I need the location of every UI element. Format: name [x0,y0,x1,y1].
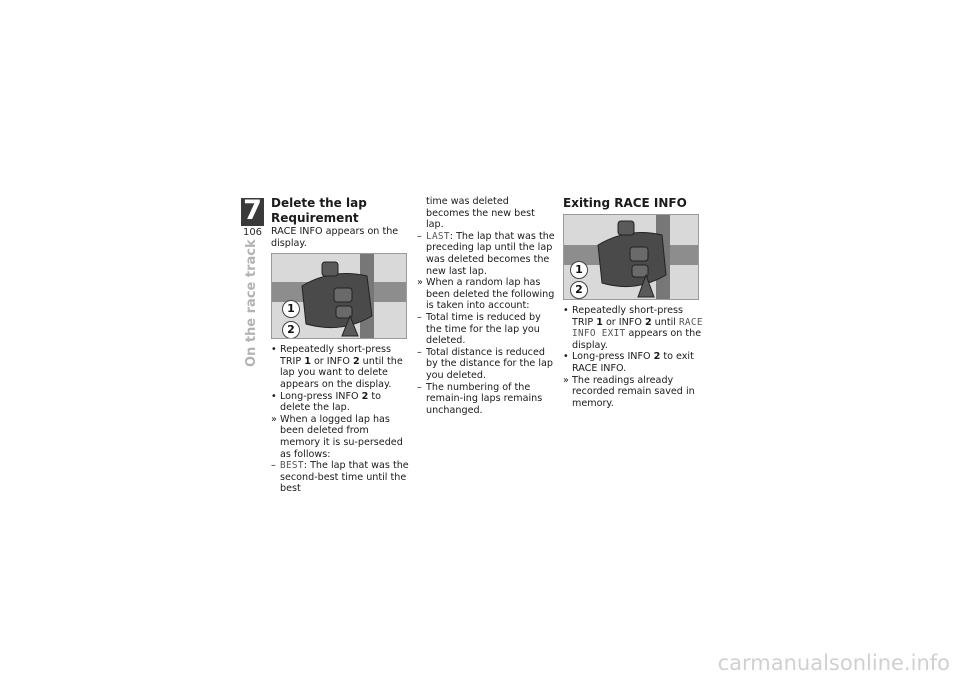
step-item: • Repeatedly short-press TRIP 1 or INFO 2 until RACE INFO EXIT appears on the display. [563,305,703,351]
page-number: 106 [242,227,263,238]
handlebar-switch-figure-2 [563,214,699,300]
watermark-text: carmanualsonline.info [717,651,950,675]
step-item: • Long-press INFO 2 to delete the lap. [271,390,381,414]
list-item: – The numbering of the remain-ing laps remains unchanged. [417,381,543,416]
heading-exit-race-info: Exiting RACE INFO [563,196,687,210]
list-item: » When a random lap has been deleted the following is taken into account: [417,277,555,312]
chapter-number: 7 [243,195,262,226]
delete-lap-steps [271,344,409,495]
column-exit-race-info [563,196,703,409]
result-item: » The readings already recorded remain saved in memory. [563,374,695,409]
list-item: – Total distance is reduced by the distance for the lap you deleted. [417,346,553,381]
step-item: • Repeatedly short-press TRIP 1 or INFO 2 until the lap you want to delete appears on the display. [271,344,403,390]
continuation-list [417,231,555,417]
requirement-text: RACE INFO appears on the display. [271,226,399,249]
column-delete-lap [271,196,409,495]
callout-1: 1 [282,300,300,318]
handlebar-switch-figure [271,253,407,339]
result-item: » When a logged lap has been deleted from memory it is su-perseded as follows: [271,413,403,460]
callout-1: 1 [570,261,588,279]
heading-delete-lap: Delete the lap Requirement [271,196,367,225]
callout-2: 2 [282,321,300,339]
best-item: – BEST: The lap that was the second-best time until the best [271,460,409,495]
last-item: – LAST: The lap that was the preceding lap until the lap was deleted becomes the new last lap. [417,230,555,277]
callout-2: 2 [570,281,588,299]
step-item: • Long-press INFO 2 to exit RACE INFO. [563,351,694,374]
chapter-title-vertical: On the race track [244,239,259,367]
list-item: – Total time is reduced by the time for the lap you deleted. [417,311,541,347]
continuation-text: time was deleted becomes the new best lap. [426,196,535,231]
column-continuation [417,196,555,416]
exit-race-steps [563,305,703,409]
